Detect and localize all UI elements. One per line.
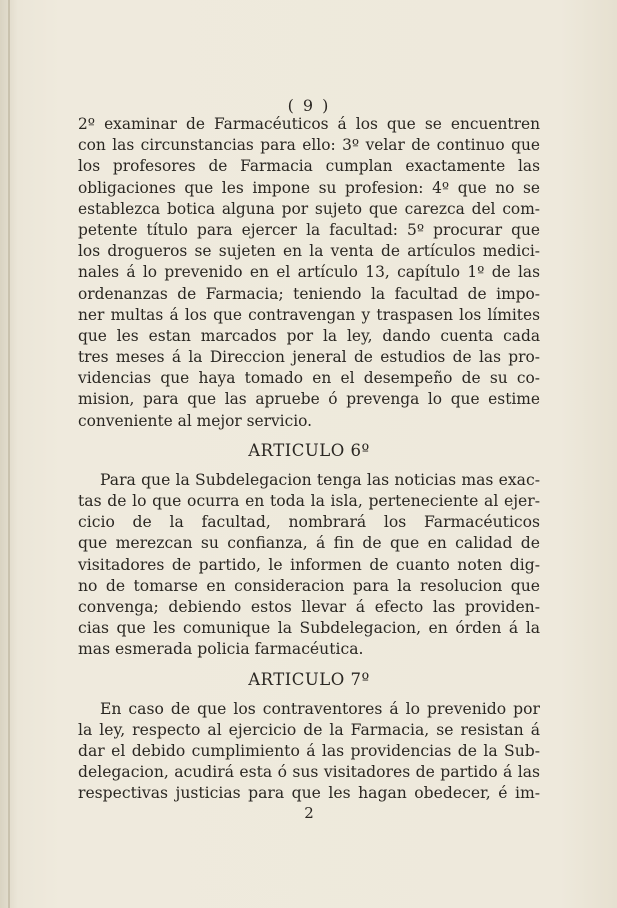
text-line: con las circunstancias para ello: 3º velar de continuo que [78,136,540,155]
text-line: cicio de la facultad, nombrará los Farmacéuticos [78,513,540,532]
text-line: 2º examinar de Farmacéuticos á los que se encuentren [78,115,540,133]
text-line: tas de lo que ocurra en toda la isla, perteneciente al ejer- [78,492,540,510]
text-line: que les estan marcados por la ley, dando cuenta cada [78,326,540,345]
text-line: mision, para que las apruebe ó prevenga lo que estime [78,390,540,409]
text-line: que merezcan su confianza, á fin de que en calidad de [78,534,540,553]
text-line: los profesores de Farmacia cumplan exactamente las [78,157,540,176]
paragraph-article-5-continuation [78,114,540,432]
page-folio: ( 9 ) [287,96,331,115]
text-line: no de tomarse en consideracion para la resolucion que [78,576,540,595]
text-line: cias que les comunique la Subdelegacion, en órden á la [78,619,540,638]
text-line: petente título para ejercer la facultad: 5º procurar que [78,220,540,239]
text-line: ner multas á los que contravengan y traspasen los límites [78,305,540,324]
text-line: respectivas justicias para que les hagan obedecer, é im- [78,784,540,803]
text-line: la ley, respecto al ejercicio de la Farmacia, se resistan á [78,720,540,739]
signature-mark: 2 [304,804,314,823]
text-line: videncias que haya tomado en el desempeño de su co- [78,369,540,388]
article-7-heading: ARTICULO 7º [248,669,370,689]
text-line: conveniente al mejor servicio. [78,411,313,430]
text-line: dar el debido cumplimiento á las providencias de la Sub- [78,741,540,760]
article-7-paragraph [78,699,540,805]
text-line: obligaciones que les impone su profesion: 4º que no se [78,178,540,197]
text-line: delegacion, acudirá esta ó sus visitadores de partido á las [78,763,540,782]
text-line: visitadores de partido, le informen de cuanto noten dig- [78,555,540,574]
text-line: establezca botica alguna por sujeto que carezca del com- [78,199,540,218]
text-line: Para que la Subdelegacion tenga las noticias mas exac- [100,470,540,489]
article-6-heading: ARTICULO 6º [248,440,370,460]
article-6-paragraph [78,470,540,661]
text-line: convenga; debiendo estos llevar á efecto las providen- [78,597,540,616]
page-text-block [78,96,540,822]
text-line: ordenanzas de Farmacia; teniendo la facultad de impo- [78,284,540,303]
text-line: En caso de que los contraventores á lo prevenido por [100,699,540,718]
text-line: nales á lo prevenido en el artículo 13, capítulo 1º de las [78,263,540,282]
text-line: mas esmerada policia farmacéutica. [78,640,364,659]
text-line: tres meses á la Direccion jeneral de estudios de las pro- [78,348,540,367]
page-gutter-edge [8,0,10,908]
text-line: los drogueros se sujeten en la venta de artículos medici- [78,242,540,261]
